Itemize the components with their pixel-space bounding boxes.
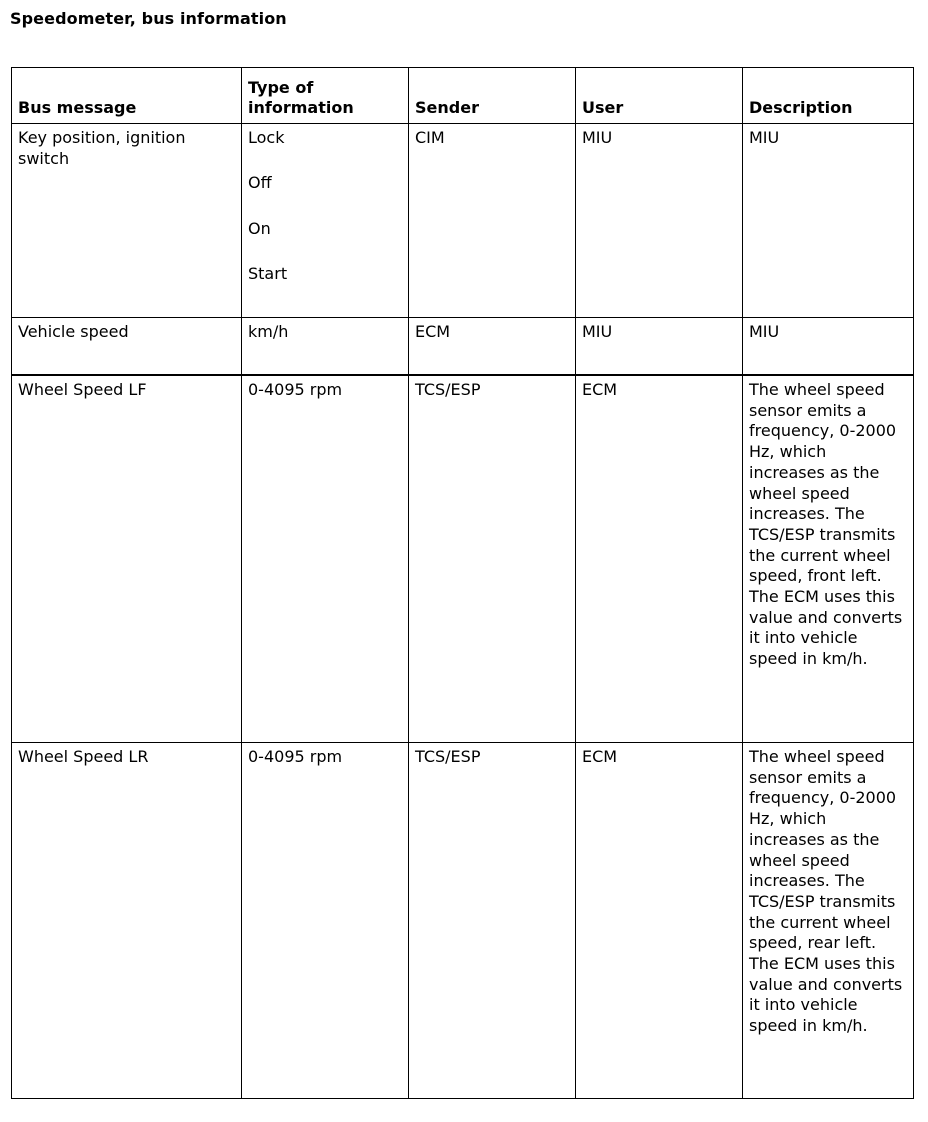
cell-bus-message: Wheel Speed LF <box>12 375 242 743</box>
cell-type-of-information <box>242 318 409 376</box>
cell-description: The wheel speed sensor emits a frequency, 0-2000 Hz, which increases as the wheel speed increases. The TCS/ESP transmits the current wheel speed, rear left. The ECM uses this value and converts it into vehicle speed in km/h. <box>743 743 914 1099</box>
info-value: km/h <box>248 322 289 341</box>
cell-user: ECM <box>576 375 743 743</box>
cell-description: MIU <box>743 318 914 376</box>
cell-sender: TCS/ESP <box>409 743 576 1099</box>
page-title: Speedometer, bus information <box>10 9 287 28</box>
cell-type-of-information <box>242 743 409 1099</box>
info-value: Off <box>248 173 272 193</box>
cell-bus-message: Vehicle speed <box>12 318 242 376</box>
cell-user: ECM <box>576 743 743 1099</box>
table-row <box>12 743 914 1099</box>
bus-information-table <box>11 67 914 1099</box>
info-value: 0-4095 rpm <box>248 380 343 399</box>
info-value: Start <box>248 263 288 283</box>
cell-bus-message: Key position, ignition switch <box>12 124 242 318</box>
cell-sender: TCS/ESP <box>409 375 576 743</box>
cell-type-of-information <box>242 124 409 318</box>
info-value: 0-4095 rpm <box>248 747 343 766</box>
header-sender: Sender <box>409 68 576 124</box>
table-row <box>12 124 914 318</box>
cell-user: MIU <box>576 124 743 318</box>
header-user: User <box>576 68 743 124</box>
cell-bus-message: Wheel Speed LR <box>12 743 242 1099</box>
header-bus-message: Bus message <box>12 68 242 124</box>
table-header-row <box>12 68 914 124</box>
cell-sender: ECM <box>409 318 576 376</box>
header-type-of-information: Type of information <box>242 68 409 124</box>
cell-description: MIU <box>743 124 914 318</box>
header-description: Description <box>743 68 914 124</box>
cell-description: The wheel speed sensor emits a frequency, 0-2000 Hz, which increases as the wheel speed increases. The TCS/ESP transmits the current wheel speed, front left. The ECM uses this value and converts it into vehicle speed in km/h. <box>743 375 914 743</box>
cell-type-of-information <box>242 375 409 743</box>
table-row <box>12 318 914 376</box>
cell-user: MIU <box>576 318 743 376</box>
info-value: On <box>248 218 271 238</box>
cell-sender: CIM <box>409 124 576 318</box>
table-row <box>12 375 914 743</box>
info-value: Lock <box>248 128 285 147</box>
